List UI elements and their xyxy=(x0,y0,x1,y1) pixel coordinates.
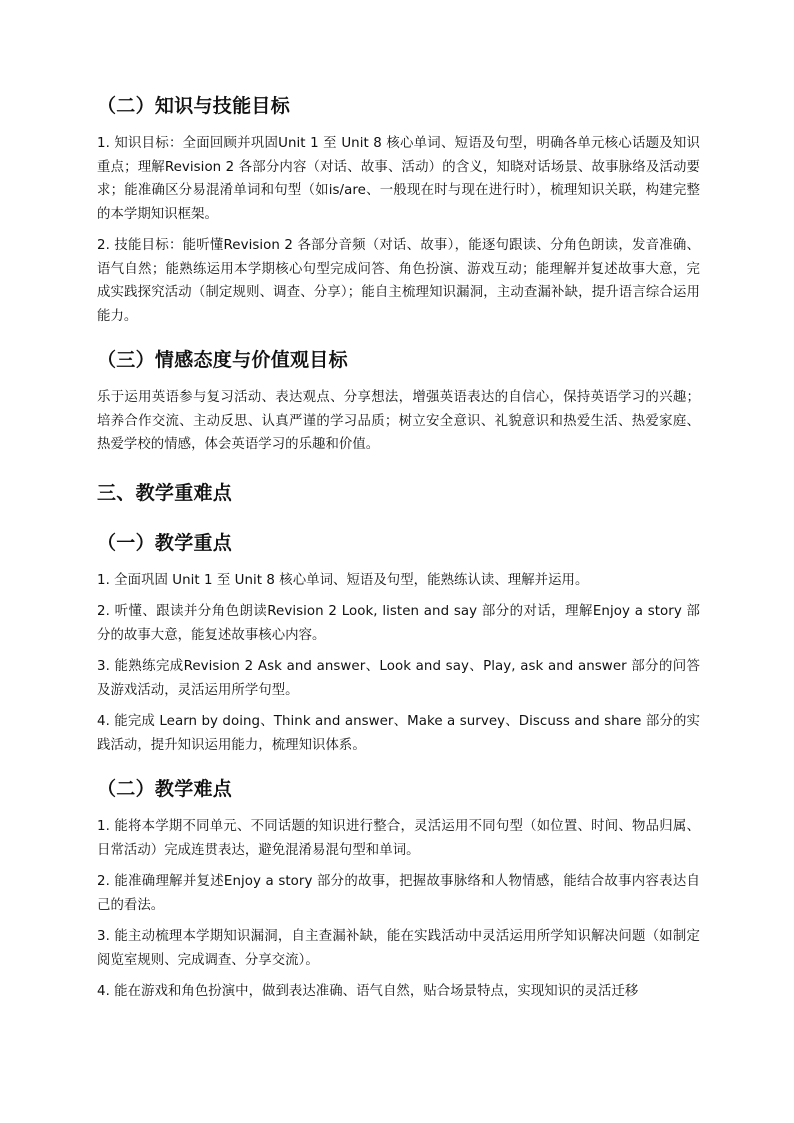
paragraph-emotion-values: 乐于运用英语参与复习活动、表达观点、分享想法，增强英语表达的自信心，保持英语学习的兴趣；培养合作交流、主动反思、认真严谨的学习品质；树立安全意识、礼貌意识和热爱生活、热爱家庭、热爱学校的情感，体会英语学习的乐趣和价值。 xyxy=(97,390,700,452)
difficult-point-item: 3. 能主动梳理本学期知识漏洞，自主查漏补缺，能在实践活动中灵活运用所学知识解决问题（如制定阅览室规则、完成调查、分享交流）。 xyxy=(97,929,700,968)
paragraph-knowledge-goal: 1. 知识目标：全面回顾并巩固Unit 1 至 Unit 8 核心单词、短语及句型，明确各单元核心话题及知识重点；理解Revision 2 各部分内容（对话、故事、活动）的含义，知晓对话场景、故事脉络及活动要求；能准确区分易混淆单词和句型（如is/are、一般现在时与现在进行时），梳理知识关联，构建完整的本学期知识框架。 xyxy=(97,136,700,222)
section-heading-difficult-points: （二）教学难点 xyxy=(97,778,233,800)
key-point-item: 1. 全面巩固 Unit 1 至 Unit 8 核心单词、短语及句型，能熟练认读、理解并运用。 xyxy=(97,572,589,588)
paragraph-skill-goal: 2. 技能目标：能听懂Revision 2 各部分音频（对话、故事），能逐句跟读、分角色朗读，发音准确、语气自然；能熟练运用本学期核心句型完成问答、角色扮演、游戏互动；能理解并复述故事大意，完成实践探究活动（制定规则、调查、分享）；能自主梳理知识漏洞，主动查漏补缺，提升语言综合运用能力。 xyxy=(97,238,700,324)
document-page xyxy=(97,92,700,1004)
difficult-point-item: 2. 能准确理解并复述Enjoy a story 部分的故事，把握故事脉络和人物情感，能结合故事内容表达自己的看法。 xyxy=(97,874,700,913)
key-point-item: 2. 听懂、跟读并分角色朗读Revision 2 Look, listen and say 部分的对话，理解Enjoy a story 部分的故事大意，能复述故事核心内容。 xyxy=(97,604,700,643)
difficult-point-item: 4. 能在游戏和角色扮演中，做到表达准确、语气自然，贴合场景特点，实现知识的灵活迁移 xyxy=(97,984,639,999)
key-point-item: 3. 能熟练完成Revision 2 Ask and answer、Look and say、Play, ask and answer 部分的问答及游戏活动，灵活运用所学句型。 xyxy=(97,659,700,698)
section-heading-key-difficult: 三、教学重难点 xyxy=(97,481,233,504)
section-heading-key-points: （一）教学重点 xyxy=(97,531,233,554)
key-point-item: 4. 能完成 Learn by doing、Think and answer、Make a survey、Discuss and share 部分的实践活动，提升知识运用能力，梳理知识体系。 xyxy=(97,714,700,753)
difficult-point-item: 1. 能将本学期不同单元、不同话题的知识进行整合，灵活运用不同句型（如位置、时间、物品归属、日常活动）完成连贯表达，避免混淆易混句型和单词。 xyxy=(97,819,700,858)
section-heading-emotion-values: （三）情感态度与价值观目标 xyxy=(97,349,348,371)
section-heading-knowledge-skills: （二）知识与技能目标 xyxy=(97,95,291,117)
